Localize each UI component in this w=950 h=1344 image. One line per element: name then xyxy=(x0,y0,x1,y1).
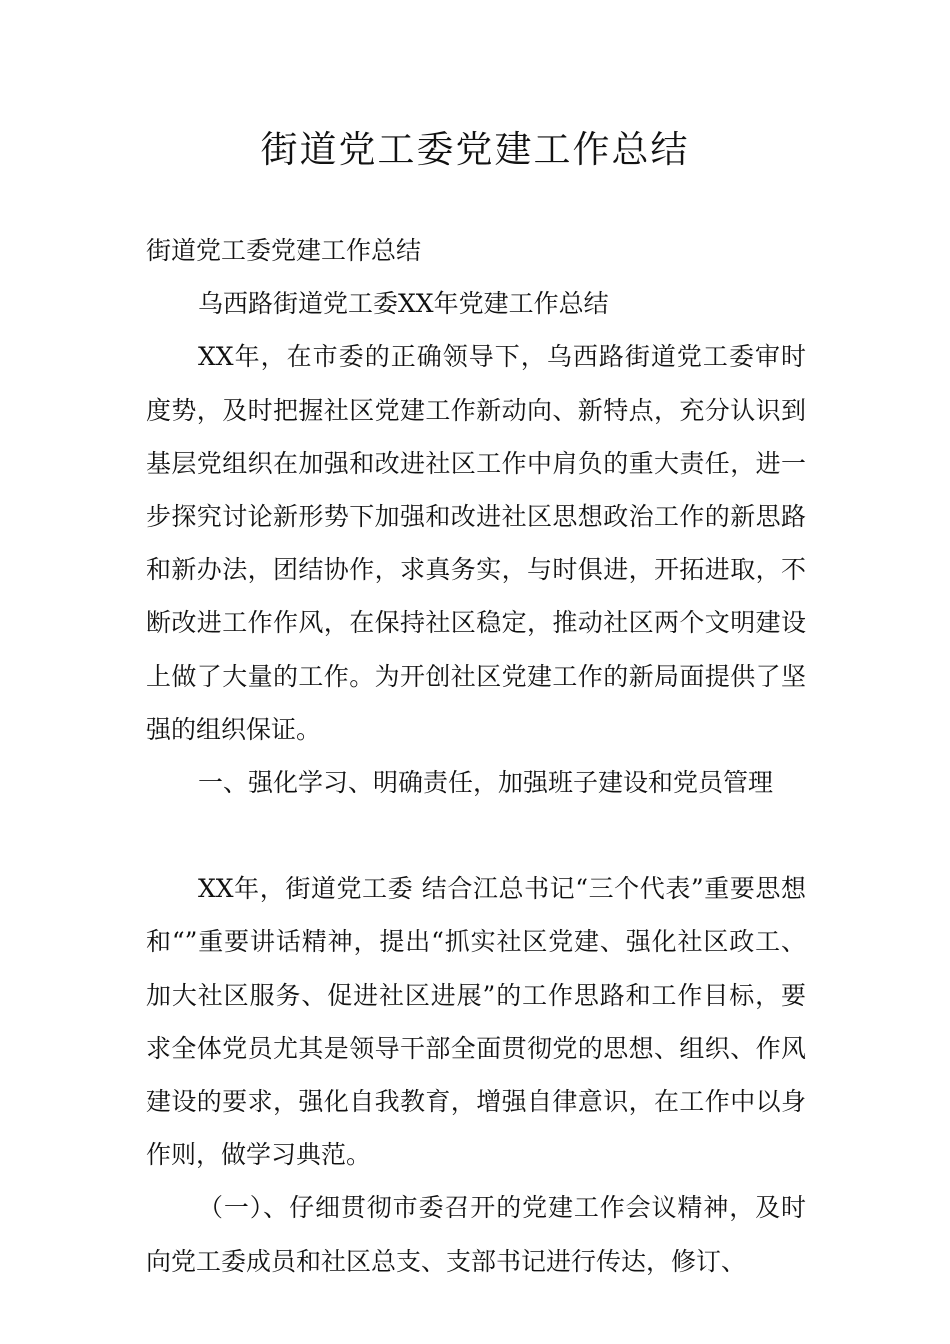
paragraph-heading: 街道党工委党建工作总结 xyxy=(146,236,422,265)
section-heading-1: 一、强化学习、明确责任，加强班子建设和党员管理 xyxy=(198,768,774,798)
paragraph-subtitle: 乌西路街道党工委XX年党建工作总结 xyxy=(198,289,609,319)
document-title: 街道党工委党建工作总结 xyxy=(260,128,690,171)
paragraph-section-1: XX年，街道党工委 结合江总书记“三个代表”重要思想和“”重要讲话精神，提出“抓实社区党建、强化社区政工、加大社区服务、促进社区进展”的工作思路和工作目标，要求全体党员尤其是领导干部全面贯彻党的思想、组织、作风建设的要求，强化自我教育，增强自律意识，在工作中以身作则，做学习典范。 xyxy=(146,874,806,1170)
paragraph-subsection-1: （一）、仔细贯彻市委召开的党建工作会议精神，及时向党工委成员和社区总支、支部书记进行传达，修订、 xyxy=(146,1193,806,1276)
paragraph-intro: XX年，在市委的正确领导下，乌西路街道党工委审时度势，及时把握社区党建工作新动向、新特点，充分认识到基层党组织在加强和改进社区工作中肩负的重大责任，进一步探究讨论新形势下加强和改进社区思想政治工作的新思路和新办法，团结协作，求真务实，与时俱进，开拓进取，不断改进工作作风，在保持社区稳定，推动社区两个文明建设上做了大量的工作。为开创社区党建工作的新局面提供了坚强的组织保证。 xyxy=(146,342,806,744)
document-body xyxy=(146,224,806,1288)
